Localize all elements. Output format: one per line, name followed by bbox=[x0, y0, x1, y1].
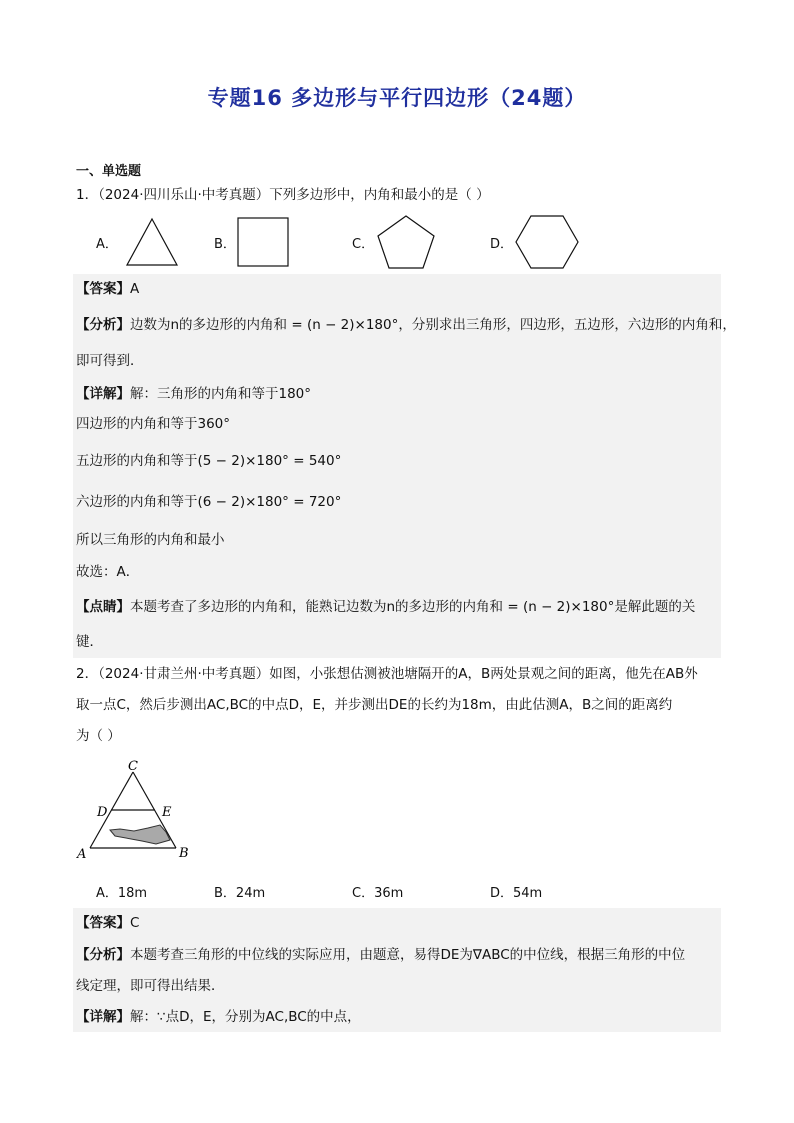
q1-detail-line-1 bbox=[76, 384, 718, 404]
point-e-label: E bbox=[162, 805, 172, 820]
q2-analysis-line-2: 线定理，即可得出结果． bbox=[76, 978, 225, 994]
q1-answer bbox=[76, 279, 718, 299]
q1-option-a-label: A． bbox=[96, 237, 118, 252]
point-a-label: A bbox=[77, 847, 87, 862]
comment-text: 本题考查了多边形的内角和，能熟记边数为n的多边形的内角和 = (n − 2)×180°是解此题的关 bbox=[130, 599, 696, 615]
triangle-shape bbox=[124, 217, 180, 267]
q1-comment-line-2: 键． bbox=[76, 634, 103, 650]
q1-option-b-label: B． bbox=[214, 237, 236, 252]
q1-detail-line-5: 所以三角形的内角和最小 bbox=[76, 532, 225, 548]
q2-option-d: D．54m bbox=[490, 886, 543, 901]
q1-option-d-label: D． bbox=[490, 237, 514, 252]
q2-option-b: B．24m bbox=[214, 886, 266, 901]
pond-triangle-figure bbox=[76, 758, 196, 864]
q1-option-c-label: C． bbox=[352, 237, 375, 252]
answer-label: 【答案】 bbox=[76, 281, 130, 297]
hexagon-shape bbox=[514, 214, 580, 270]
comment-label: 【点睛】 bbox=[76, 599, 130, 615]
q2-analysis-line-1 bbox=[76, 945, 718, 965]
q2-option-c: C．36m bbox=[352, 886, 404, 901]
q1-detail-line-2: 四边形的内角和等于360° bbox=[76, 416, 231, 432]
pentagon-shape bbox=[376, 214, 436, 270]
q1-stem: 1．（2024·四川乐山·中考真题）下列多边形中，内角和最小的是（ ） bbox=[76, 187, 490, 203]
q2-option-a: A．18m bbox=[96, 886, 148, 901]
q1-analysis-line-1 bbox=[76, 315, 736, 335]
q2-answer bbox=[76, 913, 718, 933]
analysis-text: 本题考查三角形的中位线的实际应用，由题意，易得DE为∇ABC的中位线，根据三角形的中位 bbox=[130, 947, 686, 963]
analysis-label: 【分析】 bbox=[76, 317, 130, 333]
square-shape bbox=[236, 217, 290, 267]
detail-text: 解：∵点D，E，分别为AC,BC的中点， bbox=[130, 1009, 361, 1025]
analysis-text: 边数为n的多边形的内角和 = (n − 2)×180°，分别求出三角形，四边形，五边形，六边形的内角和， bbox=[130, 317, 736, 333]
answer-label: 【答案】 bbox=[76, 915, 130, 931]
q2-stem-line-3: 为（ ） bbox=[76, 728, 121, 744]
detail-text: 解：三角形的内角和等于180° bbox=[130, 386, 312, 402]
q1-comment-line-1 bbox=[76, 597, 718, 617]
q2-detail-line-1 bbox=[76, 1007, 718, 1027]
detail-label: 【详解】 bbox=[76, 386, 130, 402]
point-b-label: B bbox=[179, 846, 189, 861]
page-title: 专题16 多边形与平行四边形（24题） bbox=[207, 86, 587, 110]
section-heading: 一、单选题 bbox=[76, 164, 142, 179]
q1-detail-line-6: 故选：A． bbox=[76, 564, 140, 580]
q2-stem-line-1: 2．（2024·甘肃兰州·中考真题）如图，小张想估测被池塘隔开的A，B两处景观之间的距离，他先在AB外 bbox=[76, 666, 698, 682]
analysis-label: 【分析】 bbox=[76, 947, 130, 963]
q2-stem-line-2: 取一点C，然后步测出AC,BC的中点D，E，并步测出DE的长约为18m，由此估测A，B之间的距离约 bbox=[76, 697, 673, 713]
point-d-label: D bbox=[97, 805, 108, 820]
q1-detail-line-3: 五边形的内角和等于(5 − 2)×180° = 540° bbox=[76, 453, 342, 469]
q1-detail-line-4: 六边形的内角和等于(6 − 2)×180° = 720° bbox=[76, 494, 342, 510]
answer-value: C bbox=[130, 915, 140, 931]
answer-value: A bbox=[130, 281, 140, 297]
q1-analysis-line-2: 即可得到． bbox=[76, 353, 144, 369]
point-c-label: C bbox=[128, 759, 138, 774]
detail-label: 【详解】 bbox=[76, 1009, 130, 1025]
